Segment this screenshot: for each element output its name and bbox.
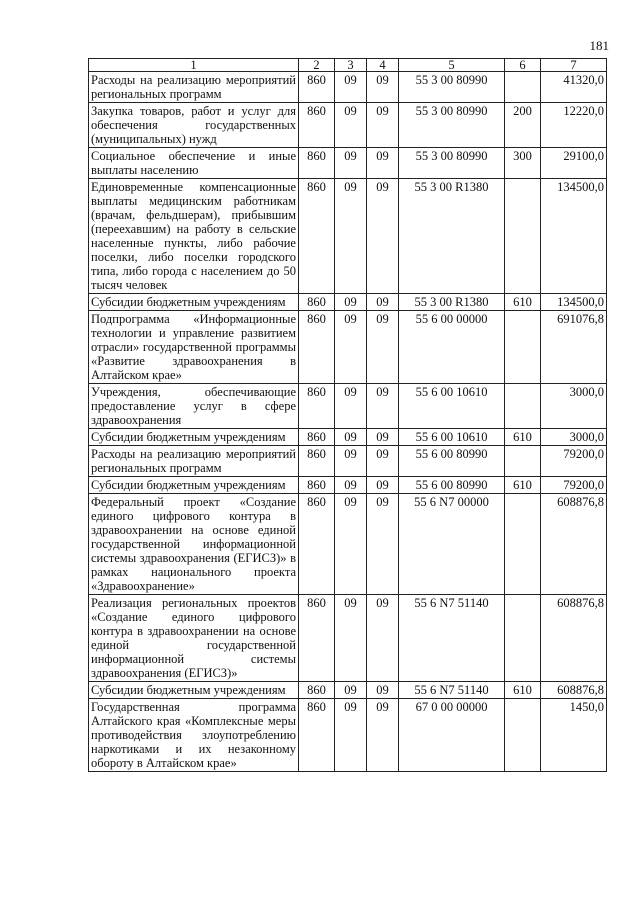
ministry-code: 860 xyxy=(299,477,335,494)
amount: 41320,0 xyxy=(541,72,607,103)
row-name: Федеральный проект «Создание единого цифрового контура в здравоохранении на основе единой государственной информационной системы здравоохранения (ЕГИСЗ)» в рамках национального проекта «Здравоохранение» xyxy=(89,494,299,595)
section-code: 09 xyxy=(335,494,367,595)
amount: 29100,0 xyxy=(541,148,607,179)
amount: 608876,8 xyxy=(541,494,607,595)
expense-type-code xyxy=(505,446,541,477)
section-code: 09 xyxy=(335,429,367,446)
table-row xyxy=(89,494,607,595)
expense-type-code xyxy=(505,72,541,103)
ministry-code: 860 xyxy=(299,294,335,311)
target-article-code: 55 3 00 80990 xyxy=(399,72,505,103)
table-row xyxy=(89,311,607,384)
target-article-code: 55 6 N7 51140 xyxy=(399,595,505,682)
table-row xyxy=(89,682,607,699)
table-row xyxy=(89,179,607,294)
column-header: 7 xyxy=(541,59,607,72)
table-row xyxy=(89,429,607,446)
amount: 3000,0 xyxy=(541,384,607,429)
section-code: 09 xyxy=(335,699,367,772)
table-row xyxy=(89,699,607,772)
table-row xyxy=(89,477,607,494)
subsection-code: 09 xyxy=(367,477,399,494)
section-code: 09 xyxy=(335,384,367,429)
section-code: 09 xyxy=(335,477,367,494)
section-code: 09 xyxy=(335,72,367,103)
section-code: 09 xyxy=(335,595,367,682)
target-article-code: 67 0 00 00000 xyxy=(399,699,505,772)
ministry-code: 860 xyxy=(299,103,335,148)
target-article-code: 55 6 N7 51140 xyxy=(399,682,505,699)
table-header-row xyxy=(89,59,607,72)
subsection-code: 09 xyxy=(367,446,399,477)
column-header: 6 xyxy=(505,59,541,72)
target-article-code: 55 6 00 80990 xyxy=(399,477,505,494)
subsection-code: 09 xyxy=(367,72,399,103)
target-article-code: 55 3 00 80990 xyxy=(399,148,505,179)
target-article-code: 55 6 N7 00000 xyxy=(399,494,505,595)
ministry-code: 860 xyxy=(299,311,335,384)
ministry-code: 860 xyxy=(299,595,335,682)
ministry-code: 860 xyxy=(299,148,335,179)
expense-type-code xyxy=(505,494,541,595)
target-article-code: 55 3 00 R1380 xyxy=(399,179,505,294)
column-header: 1 xyxy=(89,59,299,72)
target-article-code: 55 6 00 80990 xyxy=(399,446,505,477)
column-header: 3 xyxy=(335,59,367,72)
subsection-code: 09 xyxy=(367,494,399,595)
expense-type-code xyxy=(505,595,541,682)
expense-type-code: 610 xyxy=(505,477,541,494)
amount: 134500,0 xyxy=(541,179,607,294)
ministry-code: 860 xyxy=(299,72,335,103)
amount: 79200,0 xyxy=(541,477,607,494)
ministry-code: 860 xyxy=(299,494,335,595)
target-article-code: 55 6 00 10610 xyxy=(399,384,505,429)
amount: 608876,8 xyxy=(541,682,607,699)
table-row xyxy=(89,595,607,682)
ministry-code: 860 xyxy=(299,429,335,446)
expense-type-code xyxy=(505,311,541,384)
table-row xyxy=(89,446,607,477)
amount: 691076,8 xyxy=(541,311,607,384)
row-name: Реализация региональных проектов «Создание единого цифрового контура в здравоохранении на основе единой государственной информационной системы здравоохранения (ЕГИСЗ)» xyxy=(89,595,299,682)
amount: 608876,8 xyxy=(541,595,607,682)
subsection-code: 09 xyxy=(367,429,399,446)
amount: 79200,0 xyxy=(541,446,607,477)
row-name: Социальное обеспечение и иные выплаты населению xyxy=(89,148,299,179)
row-name: Государственная программа Алтайского края «Комплексные меры противодействия злоупотреблению наркотиками и их незаконному обороту в Алтайском крае» xyxy=(89,699,299,772)
table-row xyxy=(89,384,607,429)
table-row xyxy=(89,72,607,103)
subsection-code: 09 xyxy=(367,103,399,148)
amount: 3000,0 xyxy=(541,429,607,446)
target-article-code: 55 3 00 R1380 xyxy=(399,294,505,311)
subsection-code: 09 xyxy=(367,384,399,429)
amount: 134500,0 xyxy=(541,294,607,311)
section-code: 09 xyxy=(335,179,367,294)
expense-type-code: 610 xyxy=(505,429,541,446)
budget-table xyxy=(88,58,607,772)
table-row xyxy=(89,148,607,179)
row-name: Единовременные компенсационные выплаты медицинским работникам (врачам, фельдшерам), прибывшим (переехавшим) на работу в сельские населенные пункты, либо рабочие поселки, либо поселки городского типа, либо города с населением до 50 тысяч человек xyxy=(89,179,299,294)
expense-type-code: 200 xyxy=(505,103,541,148)
column-header: 2 xyxy=(299,59,335,72)
section-code: 09 xyxy=(335,682,367,699)
target-article-code: 55 3 00 80990 xyxy=(399,103,505,148)
page-number: 181 xyxy=(589,38,609,53)
expense-type-code xyxy=(505,699,541,772)
subsection-code: 09 xyxy=(367,311,399,384)
ministry-code: 860 xyxy=(299,682,335,699)
ministry-code: 860 xyxy=(299,179,335,294)
expense-type-code xyxy=(505,179,541,294)
expense-type-code: 300 xyxy=(505,148,541,179)
expense-type-code: 610 xyxy=(505,294,541,311)
subsection-code: 09 xyxy=(367,148,399,179)
row-name: Субсидии бюджетным учреждениям xyxy=(89,294,299,311)
row-name: Учреждения, обеспечивающие предоставление услуг в сфере здравоохранения xyxy=(89,384,299,429)
subsection-code: 09 xyxy=(367,682,399,699)
row-name: Субсидии бюджетным учреждениям xyxy=(89,429,299,446)
row-name: Расходы на реализацию мероприятий региональных программ xyxy=(89,446,299,477)
amount: 12220,0 xyxy=(541,103,607,148)
section-code: 09 xyxy=(335,294,367,311)
subsection-code: 09 xyxy=(367,179,399,294)
column-header: 5 xyxy=(399,59,505,72)
section-code: 09 xyxy=(335,446,367,477)
table-row xyxy=(89,294,607,311)
row-name: Субсидии бюджетным учреждениям xyxy=(89,682,299,699)
expense-type-code xyxy=(505,384,541,429)
target-article-code: 55 6 00 10610 xyxy=(399,429,505,446)
row-name: Закупка товаров, работ и услуг для обеспечения государственных (муниципальных) нужд xyxy=(89,103,299,148)
column-header: 4 xyxy=(367,59,399,72)
ministry-code: 860 xyxy=(299,384,335,429)
subsection-code: 09 xyxy=(367,699,399,772)
expense-type-code: 610 xyxy=(505,682,541,699)
section-code: 09 xyxy=(335,311,367,384)
row-name: Подпрограмма «Информационные технологии и управление развитием отрасли» государственной программы «Развитие здравоохранения в Алтайском крае» xyxy=(89,311,299,384)
ministry-code: 860 xyxy=(299,446,335,477)
table-row xyxy=(89,103,607,148)
ministry-code: 860 xyxy=(299,699,335,772)
section-code: 09 xyxy=(335,148,367,179)
subsection-code: 09 xyxy=(367,294,399,311)
section-code: 09 xyxy=(335,103,367,148)
target-article-code: 55 6 00 00000 xyxy=(399,311,505,384)
subsection-code: 09 xyxy=(367,595,399,682)
amount: 1450,0 xyxy=(541,699,607,772)
row-name: Субсидии бюджетным учреждениям xyxy=(89,477,299,494)
row-name: Расходы на реализацию мероприятий региональных программ xyxy=(89,72,299,103)
